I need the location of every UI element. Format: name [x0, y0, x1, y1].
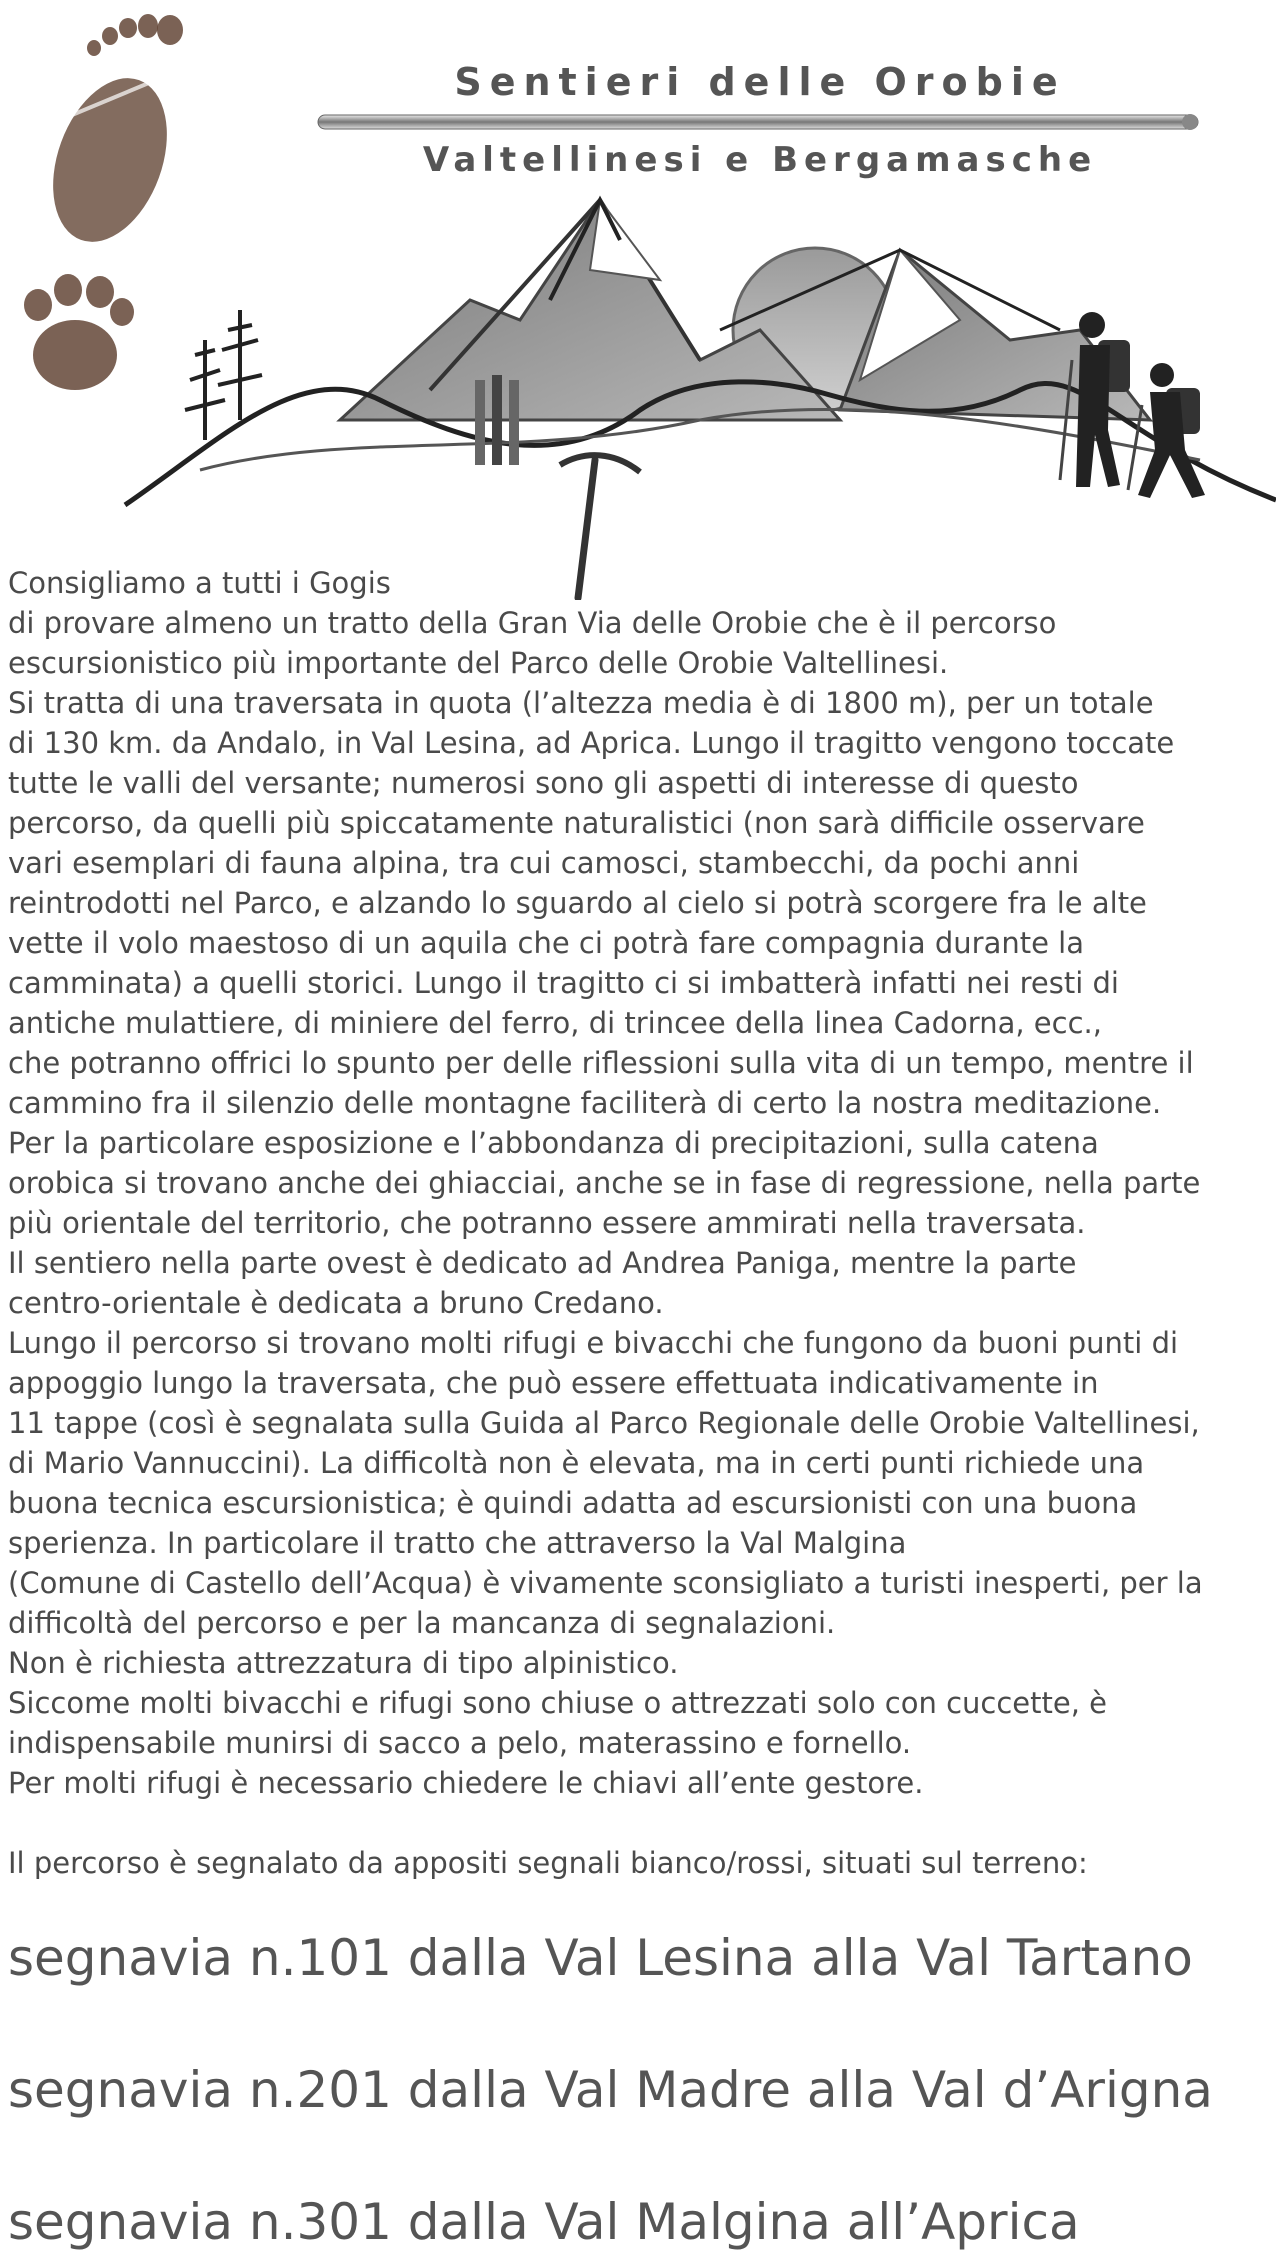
body-line: escursionistico più importante del Parco delle Orobie Valtellinesi. [8, 646, 949, 680]
body-line: antiche mulattiere, di miniere del ferro, di trincee della linea Cadorna, ecc., [8, 1006, 1102, 1040]
site-subtitle: Valtellinesi e Bergamasche [422, 140, 1098, 180]
body-line: Non è richiesta attrezzatura di tipo alpinistico. [8, 1646, 679, 1680]
site-title: Sentieri delle Orobie [454, 60, 1066, 104]
body-line: camminata) a quelli storici. Lungo il tragitto ci si imbatterà infatti nei resti di [8, 966, 1119, 1000]
body-line: tutte le valli del versante; numerosi sono gli aspetti di interesse di questo [8, 766, 1079, 800]
body-line: di 130 km. da Andalo, in Val Lesina, ad Aprica. Lungo il tragitto vengono toccate [8, 726, 1175, 760]
body-line: centro-orientale è dedicata a bruno Credano. [8, 1286, 664, 1320]
body-line: difficoltà del percorso e per la mancanza di segnalazioni. [8, 1606, 836, 1640]
body-line: che potranno offrici lo spunto per delle riflessioni sulla vita di un tempo, mentre il [8, 1046, 1194, 1080]
body-line: Per la particolare esposizione e l’abbondanza di precipitazioni, sulla catena [8, 1126, 1099, 1160]
body-line: Per molti rifugi è necessario chiedere le chiavi all’ente gestore. [8, 1766, 924, 1800]
footprint-icon [32, 14, 188, 258]
trail-mark-101: segnavia n.101 dalla Val Lesina alla Val Tartano [8, 1929, 1193, 1987]
body-line: cammino fra il silenzio delle montagne faciliterà di certo la nostra meditazione. [8, 1086, 1162, 1120]
body-line: appoggio lungo la traversata, che può essere effettuata indicativamente in [8, 1366, 1099, 1400]
body-line: 11 tappe (così è segnalata sulla Guida al Parco Regionale delle Orobie Valtellinesi, [8, 1406, 1200, 1440]
body-line: Il sentiero nella parte ovest è dedicato ad Andrea Paniga, mentre la parte [8, 1246, 1077, 1280]
body-line: di provare almeno un tratto della Gran Via delle Orobie che è il percorso [8, 606, 1057, 640]
body-line: Consigliamo a tutti i Gogis [8, 566, 391, 600]
article-body [8, 563, 1268, 1803]
body-line: Si tratta di una traversata in quota (l’altezza media è di 1800 m), per un totale [8, 686, 1154, 720]
body-line: vette il volo maestoso di un aquila che ci potrà fare compagnia durante la [8, 926, 1084, 960]
body-line: reintrodotti nel Parco, e alzando lo sguardo al cielo si potrà scorgere fra le alte [8, 886, 1147, 920]
trail-mark-201: segnavia n.201 dalla Val Madre alla Val d’Arigna [8, 2061, 1213, 2119]
trail-marks-intro: Il percorso è segnalato da appositi segnali bianco/rossi, situati sul terreno: [8, 1846, 1088, 1880]
paw-print-icon [24, 274, 134, 390]
body-line: sperienza. In particolare il tratto che attraverso la Val Malgina [8, 1526, 907, 1560]
header-banner [0, 0, 1276, 600]
title-divider-bar [318, 114, 1198, 130]
body-line: vari esemplari di fauna alpina, tra cui camosci, stambecchi, da pochi anni [8, 846, 1080, 880]
body-line: percorso, da quelli più spiccatamente naturalistici (non sarà difficile osservare [8, 806, 1145, 840]
trail-mark-301: segnavia n.301 dalla Val Malgina all’Aprica [8, 2193, 1080, 2251]
body-line: di Mario Vannuccini). La difficoltà non è elevata, ma in certi punti richiede una [8, 1446, 1145, 1480]
body-line: indispensabile munirsi di sacco a pelo, materassino e fornello. [8, 1726, 912, 1760]
body-line: (Comune di Castello dell’Acqua) è vivamente sconsigliato a turisti inesperti, per la [8, 1566, 1203, 1600]
body-line: buona tecnica escursionistica; è quindi adatta ad escursionisti con una buona [8, 1486, 1138, 1520]
body-line: Lungo il percorso si trovano molti rifugi e bivacchi che fungono da buoni punti di [8, 1326, 1179, 1360]
body-line: Siccome molti bivacchi e rifugi sono chiuse o attrezzati solo con cuccette, è [8, 1686, 1108, 1720]
body-line: orobica si trovano anche dei ghiacciai, anche se in fase di regressione, nella parte [8, 1166, 1201, 1200]
body-line: più orientale del territorio, che potranno essere ammirati nella traversata. [8, 1206, 1086, 1240]
